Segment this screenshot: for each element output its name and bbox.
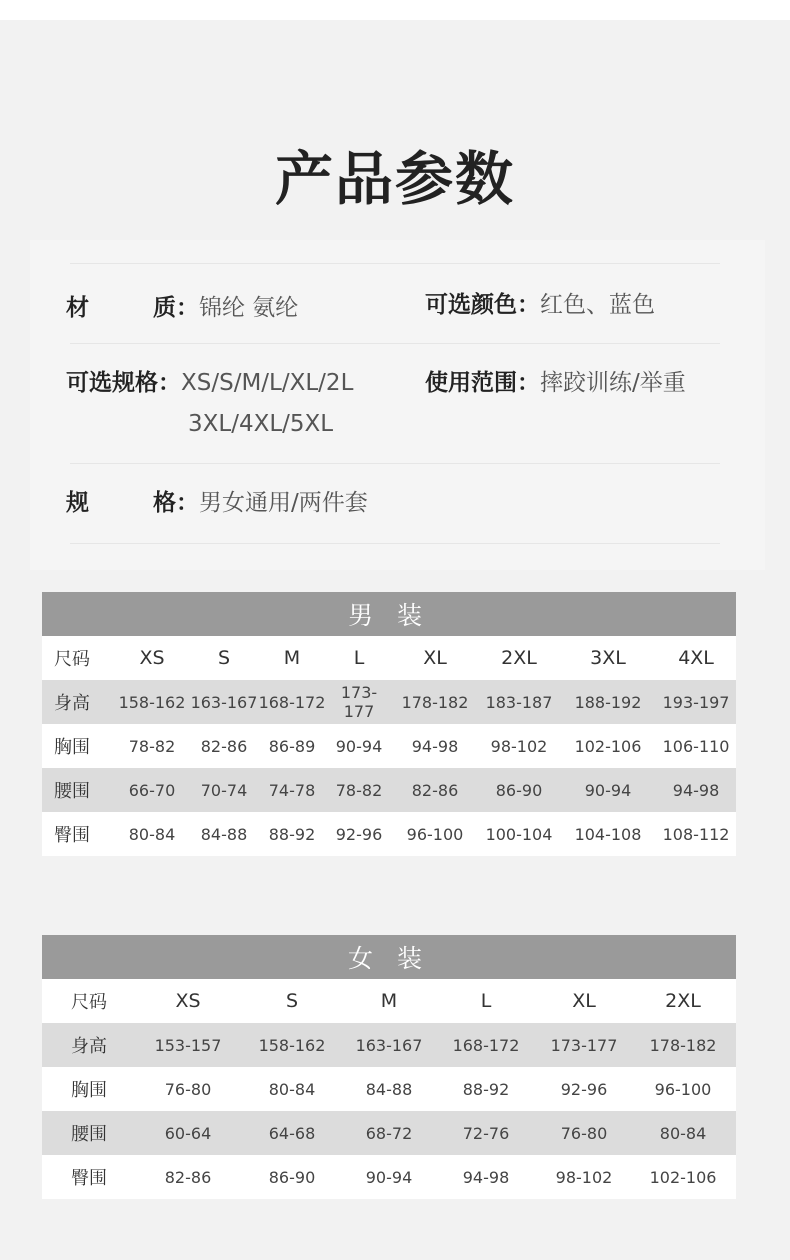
divider: [70, 463, 720, 464]
table-cell: 4XL: [656, 636, 736, 680]
sizes-value-line1: XS/S/M/L/XL/2L: [181, 370, 354, 396]
table-cell: 2XL: [630, 979, 736, 1023]
table-cell: 84-88: [344, 1067, 434, 1111]
men-size-table: [42, 592, 736, 856]
table-cell: 158-162: [114, 680, 190, 724]
table-cell: 臀围: [42, 812, 114, 856]
table-cell: 60-64: [136, 1111, 240, 1155]
table-row: [42, 724, 736, 768]
table-cell: 78-82: [326, 768, 392, 812]
param-material: [66, 288, 298, 328]
table-cell: 188-192: [560, 680, 656, 724]
table-cell: 82-86: [136, 1155, 240, 1199]
material-value: 锦纶 氨纶: [199, 295, 299, 321]
table-cell: 66-70: [114, 768, 190, 812]
divider: [70, 343, 720, 344]
table-cell: 70-74: [190, 768, 258, 812]
table-cell: 158-162: [240, 1023, 344, 1067]
table-cell: 腰围: [42, 768, 114, 812]
table-cell: 102-106: [630, 1155, 736, 1199]
colon: ：: [176, 490, 199, 516]
table-cell: 98-102: [538, 1155, 630, 1199]
table-cell: 86-90: [478, 768, 560, 812]
table-cell: L: [434, 979, 538, 1023]
table-cell: XS: [136, 979, 240, 1023]
table-cell: 82-86: [392, 768, 478, 812]
divider: [70, 543, 720, 544]
table-cell: S: [240, 979, 344, 1023]
material-label: 材质: [66, 295, 176, 321]
table-cell: 153-157: [136, 1023, 240, 1067]
table-row: [42, 768, 736, 812]
page-title: 产品参数: [274, 145, 515, 213]
colon: ：: [517, 370, 540, 396]
table-cell: M: [258, 636, 326, 680]
table-cell: S: [190, 636, 258, 680]
table-cell: 163-167: [190, 680, 258, 724]
table-cell: 178-182: [630, 1023, 736, 1067]
param-colors: [425, 285, 655, 325]
table-cell: 胸围: [42, 724, 114, 768]
usage-label: 使用范围: [425, 370, 517, 396]
table-cell: XL: [392, 636, 478, 680]
table-cell: 96-100: [392, 812, 478, 856]
table-row: [42, 812, 736, 856]
colon: ：: [176, 295, 199, 321]
table-row: [42, 1155, 736, 1199]
colon: ：: [517, 292, 540, 318]
table-row: [42, 1111, 736, 1155]
table-cell: 100-104: [478, 812, 560, 856]
table-cell: 82-86: [190, 724, 258, 768]
param-sizes: [66, 363, 353, 403]
table-cell: 92-96: [538, 1067, 630, 1111]
table-cell: 88-92: [434, 1067, 538, 1111]
women-size-table: [42, 935, 736, 1199]
table-cell: 80-84: [630, 1111, 736, 1155]
table-cell: 94-98: [656, 768, 736, 812]
table-row: [42, 636, 736, 680]
table-cell: 193-197: [656, 680, 736, 724]
table-cell: 尺码: [42, 979, 136, 1023]
param-usage: [425, 363, 686, 403]
spec-label: 规格: [66, 490, 176, 516]
table-cell: 3XL: [560, 636, 656, 680]
table-cell: 173-177: [538, 1023, 630, 1067]
table-cell: 90-94: [326, 724, 392, 768]
sizes-label: 可选规格: [66, 370, 158, 396]
table-cell: 168-172: [434, 1023, 538, 1067]
table-cell: 94-98: [434, 1155, 538, 1199]
men-table-title: 男 装: [42, 592, 736, 636]
table-cell: XS: [114, 636, 190, 680]
table-cell: 72-76: [434, 1111, 538, 1155]
table-cell: 64-68: [240, 1111, 344, 1155]
param-spec: [66, 483, 368, 523]
table-row: [42, 1023, 736, 1067]
table-cell: 身高: [42, 1023, 136, 1067]
table-cell: 104-108: [560, 812, 656, 856]
table-cell: 86-89: [258, 724, 326, 768]
table-cell: 92-96: [326, 812, 392, 856]
table-cell: 102-106: [560, 724, 656, 768]
table-cell: 80-84: [114, 812, 190, 856]
table-cell: 90-94: [560, 768, 656, 812]
table-cell: M: [344, 979, 434, 1023]
table-cell: 胸围: [42, 1067, 136, 1111]
table-cell: 178-182: [392, 680, 478, 724]
table-cell: XL: [538, 979, 630, 1023]
table-cell: 80-84: [240, 1067, 344, 1111]
table-cell: 183-187: [478, 680, 560, 724]
table-cell: 108-112: [656, 812, 736, 856]
table-cell: 86-90: [240, 1155, 344, 1199]
table-cell: 90-94: [344, 1155, 434, 1199]
table-cell: 臀围: [42, 1155, 136, 1199]
table-cell: 腰围: [42, 1111, 136, 1155]
table-cell: 2XL: [478, 636, 560, 680]
table-cell: 尺码: [42, 636, 114, 680]
table-cell: 身高: [42, 680, 114, 724]
table-row: [42, 1067, 736, 1111]
table-cell: 74-78: [258, 768, 326, 812]
table-cell: 68-72: [344, 1111, 434, 1155]
colors-value: 红色、蓝色: [540, 292, 655, 318]
table-cell: 106-110: [656, 724, 736, 768]
table-cell: L: [326, 636, 392, 680]
table-cell: 96-100: [630, 1067, 736, 1111]
table-cell: 173-177: [326, 680, 392, 724]
table-cell: 168-172: [258, 680, 326, 724]
sizes-value-line2: 3XL/4XL/5XL: [188, 411, 334, 437]
table-cell: 98-102: [478, 724, 560, 768]
table-cell: 94-98: [392, 724, 478, 768]
table-cell: 76-80: [136, 1067, 240, 1111]
table-row: [42, 680, 736, 724]
table-cell: 78-82: [114, 724, 190, 768]
colors-label: 可选颜色: [425, 292, 517, 318]
table-cell: 84-88: [190, 812, 258, 856]
table-cell: 88-92: [258, 812, 326, 856]
usage-value: 摔跤训练/举重: [540, 370, 686, 396]
spec-value: 男女通用/两件套: [199, 490, 368, 516]
table-cell: 76-80: [538, 1111, 630, 1155]
table-cell: 163-167: [344, 1023, 434, 1067]
women-table-title: 女 装: [42, 935, 736, 979]
divider: [70, 263, 720, 264]
colon: ：: [158, 370, 181, 396]
table-row: [42, 979, 736, 1023]
